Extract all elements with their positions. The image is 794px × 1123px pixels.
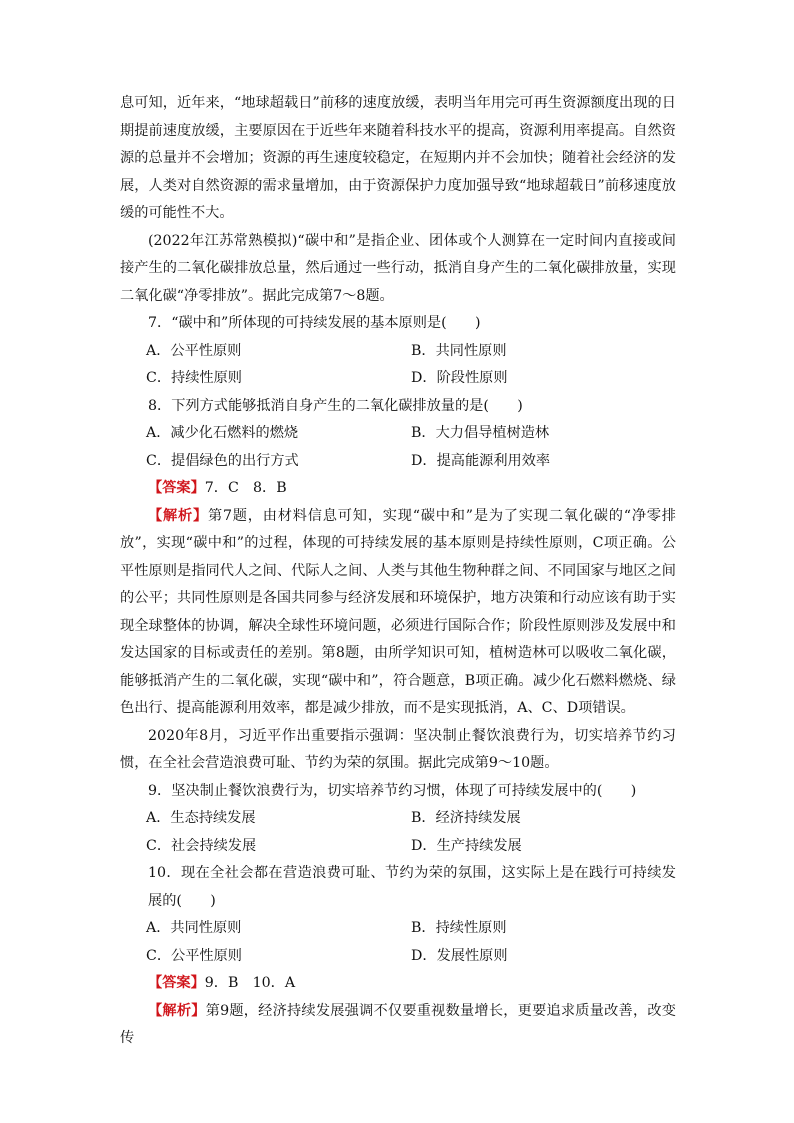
analysis-block-9-10 [120,998,676,1053]
question-9-options-row-1 [120,805,676,833]
question-8-options-row-1 [120,420,676,448]
question-7-option-b: B．共同性原则 [411,342,507,359]
question-7-options-row-2 [120,365,676,393]
question-10-option-d: D．发展性原则 [411,947,508,964]
question-9-option-a: A．生态持续发展 [146,810,256,826]
intro-paragraph: 息可知，近年来，“地球超载日”前移的速度放缓，表明当年用完可再生资源额度出现的日期提前速度放缓，主要原因在于近些年来随着科技水平的提高，资源利用率提高。自然资源的总量并不会增加；资源的再生速度较稳定，在短期内并不会加快；随着社会经济的发展，人类对自然资源的需求量增加，由于资源保护力度加强导致“地球超载日”前移速度放缓的可能性不大。 [120,95,676,221]
question-8-option-d: D．提高能源利用效率 [411,452,551,469]
question-8-option-c: C．提倡绿色的出行方式 [146,452,299,469]
analysis-text: 第7题，由材料信息可知，实现“碳中和”是为了实现二氧化碳的“净零排放”，实现“碳中和”的过程，体现的可持续发展的基本原则是持续性原则，C项正确。公平性原则是指同代人之间、代际人之间、人类与其他生物种群之间、不同国家与地区之间的公平；共同性原则是各国共同参与经济发展和环境保护，地方决策和行动应该有助于实现全球整体的协调，解决全球性环境问题，必须进行国际合作；阶段性原则涉及发展中和发达国家的目标或责任的差别。第8题，由所学知识可知，植树造林可以吸收二氧化碳，能够抵消产生的二氧化碳，实现“碳中和”，符合题意，B项正确。减少化石燃料燃烧、绿色出行、提高能源利用效率，都是减少排放，而不是实现抵消，A、C、D项错误。 [120,507,676,716]
answer-text: 9．B 10．A [204,975,296,991]
question-9-options-row-2 [120,833,676,861]
question-7-stem: 7．“碳中和”所体现的可持续发展的基本原则是( ) [148,315,481,331]
question-9-option-c: C．社会持续发展 [146,837,257,854]
page-content [120,90,676,1053]
question-7-option-c: C．持续性原则 [146,370,242,386]
question-10-option-c: C．公平性原则 [146,947,242,964]
question-8-options-row-2 [120,448,676,476]
question-10-options-row-2 [120,943,676,971]
question-8-stem: 8．下列方式能够抵消自身产生的二氧化碳排放量的是( ) [148,397,523,414]
question-7-options-row-1 [120,338,676,366]
question-10-options-row-1 [120,915,676,943]
analysis-label: 【解析】 [148,1002,206,1019]
question-10-option-a: A．共同性原则 [146,920,242,936]
context-paragraph-food-waste: 2020年8月，习近平作出重要指示强调：坚决制止餐饮浪费行为，切实培养节约习惯，在全社会营造浪费可耻、节约为荣的氛围。据此完成第9～10题。 [120,727,676,771]
answer-block-9-10 [120,970,676,998]
answer-label: 【答案】 [148,975,205,991]
analysis-text: 第9题，经济持续发展强调不仅要重视数量增长，更要追求质量改善，改变传 [120,1002,676,1046]
question-9-option-b: B．经济持续发展 [411,810,521,826]
question-7-option-a: A．公平性原则 [146,342,242,359]
context-paragraph-carbon-neutral: (2022年江苏常熟模拟)“碳中和”是指企业、团体或个人测算在一定时间内直接或间接产生的二氧化碳排放总量，然后通过一些行动，抵消自身产生的二氧化碳排放量，实现二氧化碳“净零排放”。据此完成第7～8题。 [120,232,676,304]
question-9-stem: 9．坚决制止餐饮浪费行为，切实培养节约习惯，体现了可持续发展中的( ) [148,782,637,799]
answer-block-7-8 [120,475,676,503]
question-7-option-d: D．阶段性原则 [411,370,508,386]
answer-label: 【答案】 [148,480,205,496]
question-10-stem: 10．现在全社会都在营造浪费可耻、节约为荣的氛围，这实际上是在践行可持续发展的( ) [148,865,676,909]
question-8-option-a: A．减少化石燃料的燃烧 [146,425,299,441]
question-9-option-d: D．生产持续发展 [411,837,522,854]
answer-text: 7．C 8．B [204,480,287,496]
question-10-option-b: B．持续性原则 [411,920,507,936]
analysis-label: 【解析】 [148,507,208,524]
analysis-block-7-8 [120,503,676,723]
question-8-option-b: B．大力倡导植树造林 [411,425,550,441]
